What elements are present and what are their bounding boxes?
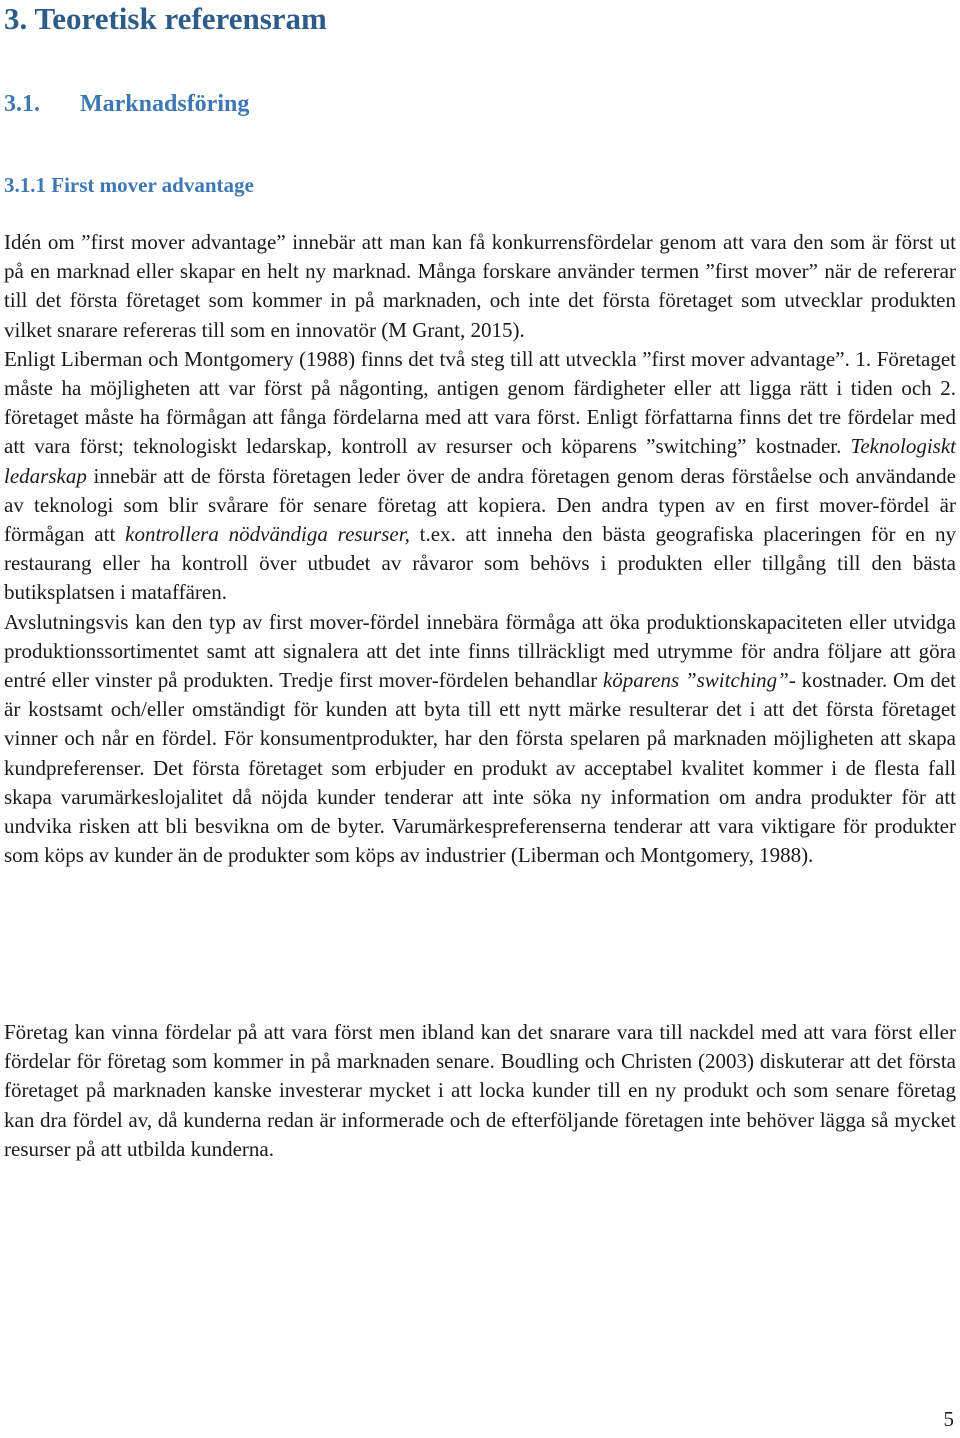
italic-term: kontrollera nödvändiga resurser, [115, 522, 410, 547]
italic-term: köparens ”switching” [597, 668, 789, 693]
heading-marknadsforing [4, 88, 249, 120]
heading-number: 3.1. [4, 91, 40, 117]
page-number: 5 [943, 1407, 954, 1431]
body-paragraph-first-mover [4, 228, 956, 870]
sentence: - kostnader. Om det är kostsamt och/eller omständigt för kunden att byta till ett nytt märke resulterar det i att det första företaget vinner och når en fördel. För konsumentprodukter, har den första spelaren på marknaden möjligheten att skapa kundpreferenser. Det första företaget som erbjuder en produkt av acceptabel kvalitet kommer i de flesta fall skapa varumärkeslojalitet då nöjda kunder tenderar att inte söka ny information om andra produkter för att undvika risken att bli besvikna om de byter. Varumärkespreferenserna tenderar att vara viktigare för produkter som köps av kunder än de produkter som köps av industrier (Liberman och Montgomery, 1988). [4, 668, 956, 868]
body-paragraph-second: Företag kan vinna fördelar på att vara först men ibland kan det snarare vara till nackdel med att vara först eller fördelar för företag som kommer in på marknaden senare. Boudling och Christen (2003) diskuterar att det första företaget på marknaden kanske investerar mycket i att locka kunder till en ny produkt och som senare företag kan dra fördel av, då kunderna redan är informerade och de efterföljande företagen inte behöver lägga så mycket resurser på att utbilda kunderna. [4, 1020, 956, 1161]
italic-term: Teknologiskt ledarskap [4, 434, 957, 488]
sentence: Enligt Liberman och Montgomery (1988) finns det två steg till att utveckla ”first mover advantage”. 1. Företaget måste ha möjligheten att var först på någonting, antigen genom färdigheter eller att ligga rätt i tiden och 2. företaget måste ha förmågan att fånga fördelarna med att vara först. Enligt författarna finns det tre fördelar med att vara först; teknologiskt ledarskap, kontroll av resurser och köparens ”switching” kostnader. [4, 346, 956, 459]
sentence: innebär att de första företagen leder över de andra företagen genom deras förståelse och användande av teknologi som blir svårare för senare företag att kopiera. Den andra typen av en first mover-fördel är förmågan att [4, 463, 956, 547]
sentence: Många forskare använder termen ”first mover” när de refererar till det första företaget som kommer in på marknaden, och inte det första företaget som utvecklar produkten vilket snarare refereras till som en innovatör (M Grant, 2015). [4, 259, 956, 342]
sentence: t.ex. att inneha den bästa geografiska placeringen för en ny restaurang eller ha kontroll över utbudet av råvaror som behövs i produkten eller tillgång till den bästa butiksplatsen i mataffären. [4, 522, 956, 605]
heading-first-mover-advantage: 3.1.1 First mover advantage [4, 173, 254, 197]
sentence: Idén om ”first mover advantage” innebär att man kan få konkurrensfördelar genom att vara den som är först ut på en marknad eller skapar en helt ny marknad. [4, 230, 956, 284]
heading-teoretisk-referensram: 3. Teoretisk referensram [4, 1, 327, 36]
sentence: Avslutningsvis kan den typ av first mover-fördel innebära förmåga att öka produktionskapaciteten eller utvidga produktionssortimentet samt att signalera att det inte finns tillräckligt med utrymme för andra följare att göra entré eller vinster på produkten. Tredje first mover-fördelen behandlar [4, 609, 956, 693]
heading-text: Marknadsföring [80, 91, 250, 117]
